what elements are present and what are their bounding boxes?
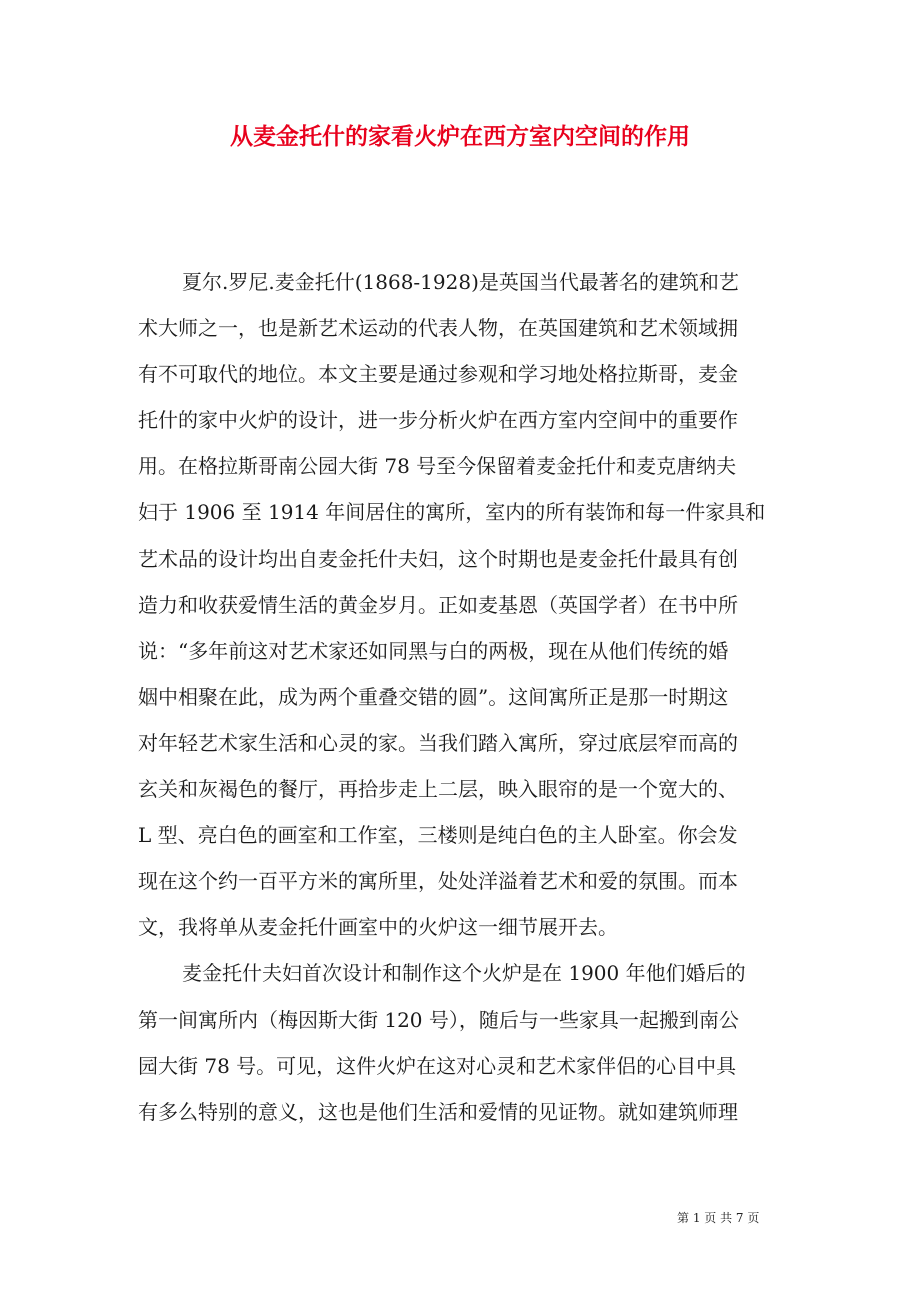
paragraph-line: 托什的家中火炉的设计，进一步分析火炉在西方室内空间中的重要作	[138, 408, 738, 433]
paragraph-line: 有多么特别的意义，这也是他们生活和爱情的见证物。就如建筑师理	[138, 1099, 738, 1124]
document-title: 从麦金托什的家看火炉在西方室内空间的作用	[230, 123, 690, 150]
paragraph-line: 文，我将单从麦金托什画室中的火炉这一细节展开去。	[138, 915, 618, 940]
document-body	[138, 259, 784, 1135]
paragraph-line: 术大师之一，也是新艺术运动的代表人物，在英国建筑和艺术领域拥	[138, 316, 738, 341]
paragraph-line: 现在这个约一百平方米的寓所里，处处洋溢着艺术和爱的氛围。而本	[138, 869, 738, 894]
paragraph-line: 玄关和灰褐色的餐厅，再拾步走上二层，映入眼帘的是一个宽大的、	[138, 777, 738, 802]
paragraph-line: 姻中相聚在此，成为两个重叠交错的圆”。这间寓所正是那一时期这	[138, 684, 729, 709]
page-number-footer: 第 1 页 共 7 页	[677, 1211, 760, 1225]
paragraph-line: 妇于 1906 至 1914 年间居住的寓所，室内的所有装饰和每一件家具和	[138, 500, 766, 525]
paragraph-line: 说：“多年前这对艺术家还如同黑与白的两极，现在从他们传统的婚	[138, 638, 729, 663]
paragraph-line: 对年轻艺术家生活和心灵的家。当我们踏入寓所，穿过底层窄而高的	[138, 730, 738, 755]
paragraph-line: L 型、亮白色的画室和工作室，三楼则是纯白色的主人卧室。你会发	[138, 823, 738, 848]
paragraph-line: 麦金托什夫妇首次设计和制作这个火炉是在 1900 年他们婚后的	[182, 961, 746, 986]
paragraph-line: 艺术品的设计均出自麦金托什夫妇，这个时期也是麦金托什最具有创	[138, 546, 738, 571]
paragraph-line: 有不可取代的地位。本文主要是通过参观和学习地处格拉斯哥，麦金	[138, 362, 738, 387]
paragraph-line: 用。在格拉斯哥南公园大街 78 号至今保留着麦金托什和麦克唐纳夫	[138, 454, 737, 479]
paragraph-line: 园大街 78 号。可见，这件火炉在这对心灵和艺术家伴侣的心目中具	[138, 1053, 737, 1078]
paragraph-line: 造力和收获爱情生活的黄金岁月。正如麦基恩（英国学者）在书中所	[138, 592, 738, 617]
paragraph-line: 第一间寓所内（梅因斯大街 120 号），随后与一些家具一起搬到南公	[138, 1007, 739, 1032]
paragraph-line: 夏尔.罗尼.麦金托什(1868-1928)是英国当代最著名的建筑和艺	[182, 270, 739, 294]
